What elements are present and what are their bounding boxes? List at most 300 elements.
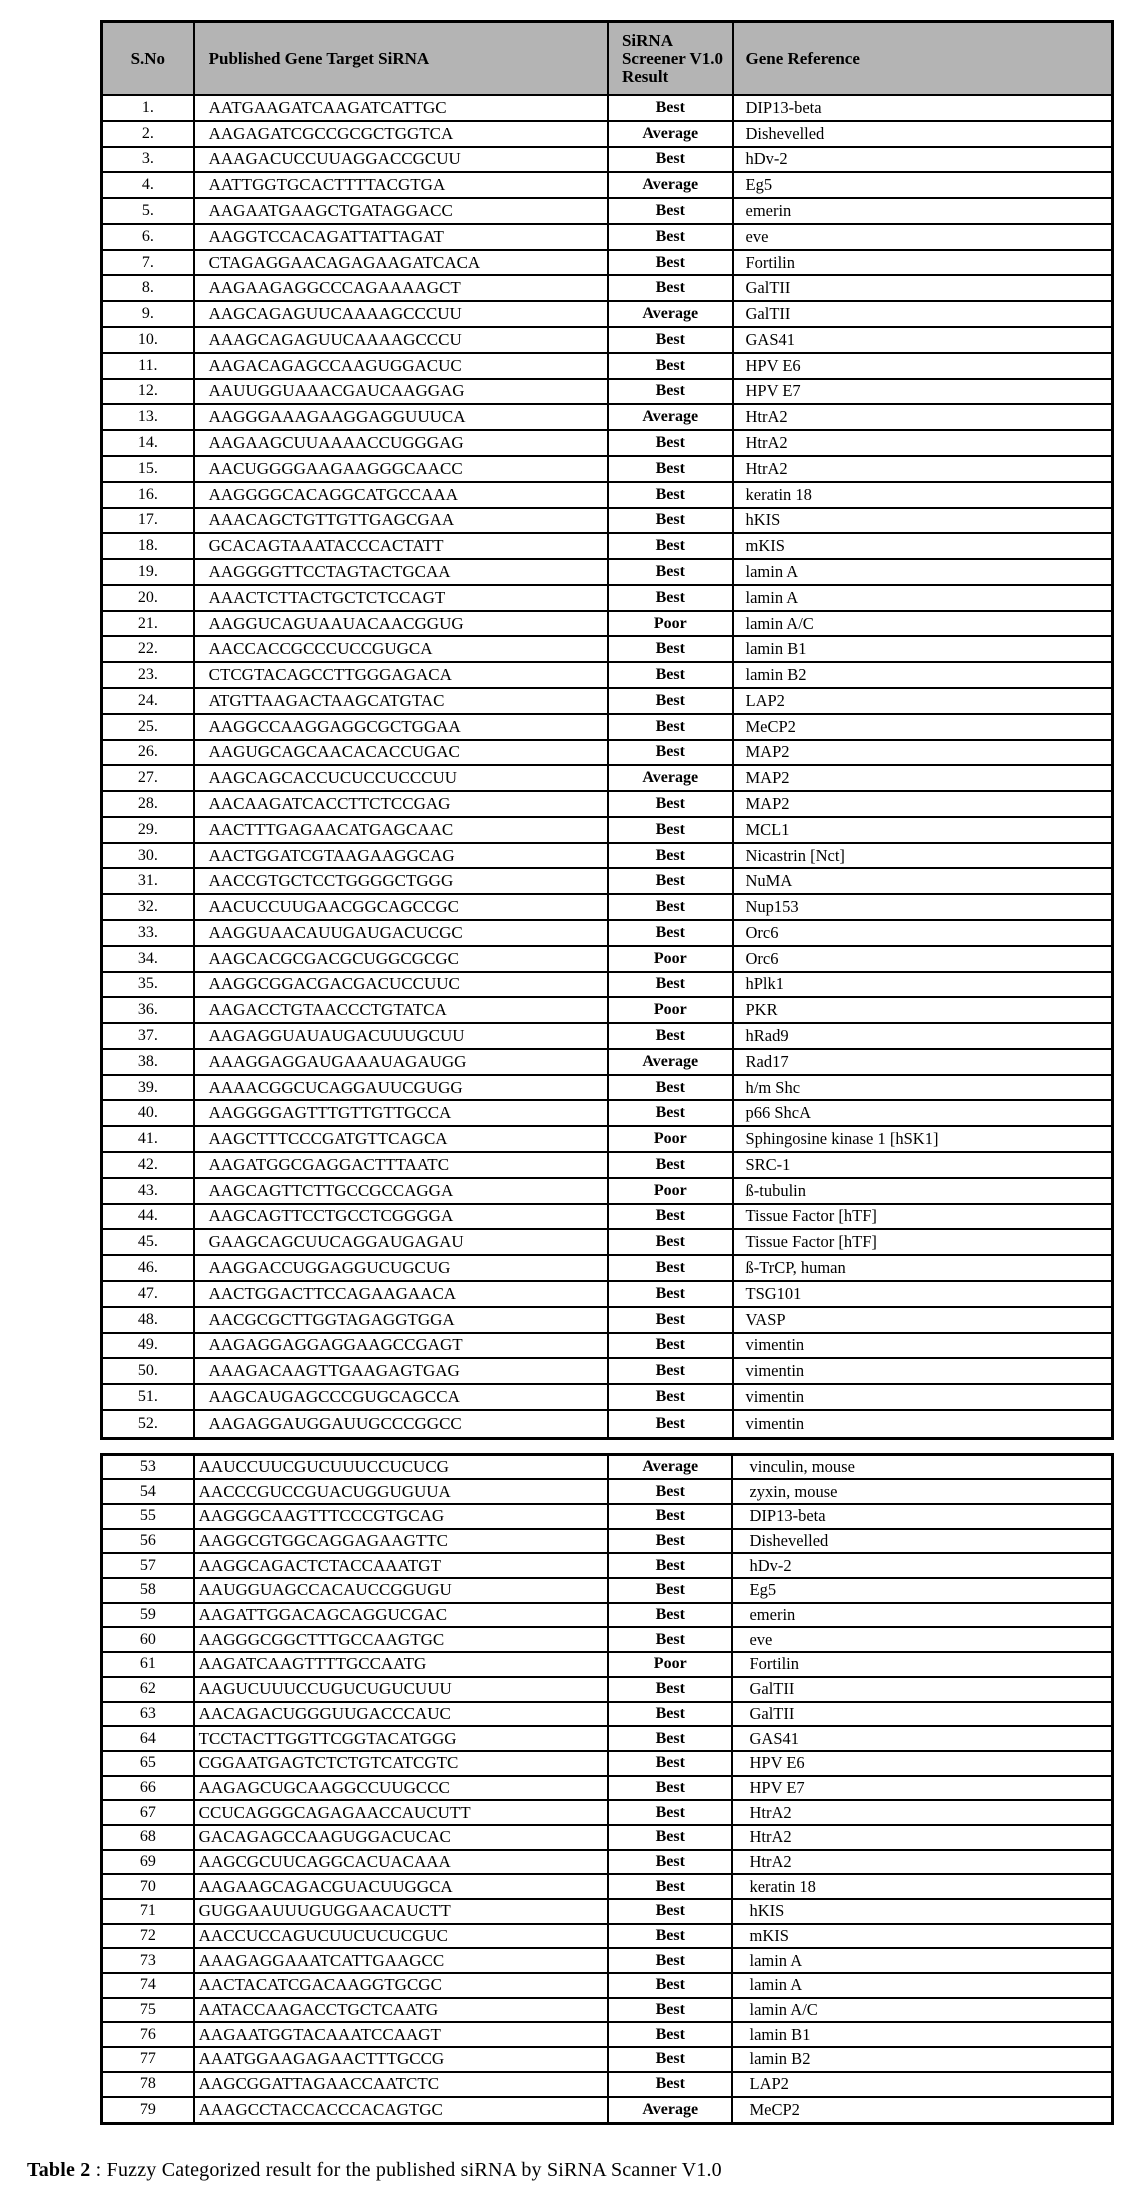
- screener-result: Best: [609, 1628, 734, 1651]
- table-row: [103, 689, 1111, 715]
- row-number: 72: [103, 1925, 195, 1948]
- sirna-sequence: AAGCGCUUCAGGCACUACAAA: [195, 1851, 609, 1874]
- table-row: [103, 1334, 1111, 1360]
- gene-reference: Rad17: [745, 1051, 789, 1071]
- table-row: [103, 998, 1111, 1024]
- table-row: [103, 1579, 1111, 1604]
- sirna-sequence: AATACCAAGACCTGCTCAATG: [195, 1999, 609, 2022]
- sirna-sequence: AAGAAGCAGACGUACUUGGCA: [195, 1875, 609, 1898]
- screener-result: Best: [609, 1900, 734, 1923]
- table-row: [103, 534, 1111, 560]
- sirna-sequence: GCACAGTAAATACCCACTATT: [195, 534, 609, 558]
- gene-reference: eve: [745, 226, 769, 246]
- row-number: 76: [103, 2023, 195, 2046]
- page: [27, 20, 1114, 2182]
- sirna-sequence: AAGGGGAGTTTGTTGTTGCCA: [195, 1101, 609, 1125]
- table-row: [103, 2023, 1111, 2048]
- table-caption-label: Table 2: [27, 2159, 91, 2182]
- sirna-sequence: AACUCCUUGAACGGCAGCCGC: [195, 895, 609, 919]
- screener-result: Best: [609, 1851, 734, 1874]
- gene-reference: lamin B2: [745, 665, 807, 685]
- screener-result: Best: [609, 637, 734, 661]
- row-number: 14.: [103, 431, 195, 455]
- sirna-sequence: AAGAAGCUUAAAACCUGGGAG: [195, 431, 609, 455]
- row-number: 43.: [103, 1179, 195, 1203]
- table-row: [103, 1153, 1111, 1179]
- gene-reference: lamin B1: [749, 2024, 811, 2044]
- row-number: 36.: [103, 998, 195, 1022]
- table-row: [103, 895, 1111, 921]
- table-row: [103, 173, 1111, 199]
- screener-result: Best: [609, 1579, 734, 1602]
- gene-reference: TSG101: [745, 1283, 802, 1303]
- row-number: 59: [103, 1604, 195, 1627]
- screener-result: Best: [609, 1875, 734, 1898]
- row-number: 8.: [103, 276, 195, 300]
- gene-reference: MAP2: [745, 793, 790, 813]
- table-row: [103, 1359, 1111, 1385]
- screener-result: Best: [609, 199, 734, 223]
- row-number: 56: [103, 1530, 195, 1553]
- table-row: [103, 1653, 1111, 1678]
- table-row: [103, 302, 1111, 328]
- table-row: [103, 792, 1111, 818]
- gene-reference: MAP2: [745, 742, 790, 762]
- table-row: [103, 663, 1111, 689]
- gene-reference: HPV E6: [745, 355, 801, 375]
- table-row: [103, 96, 1111, 122]
- table-caption: [27, 2159, 1114, 2182]
- row-number: 66: [103, 1777, 195, 1800]
- sirna-sequence: AAGACCTGTAACCCTGTATCA: [195, 998, 609, 1022]
- row-number: 53: [103, 1456, 195, 1479]
- row-number: 41.: [103, 1127, 195, 1151]
- sirna-sequence: AAGACAGAGCCAAGUGGACUC: [195, 354, 609, 378]
- screener-result: Best: [609, 1308, 734, 1332]
- gene-reference: DIP13-beta: [745, 97, 822, 117]
- gene-reference: HPV E7: [749, 1777, 805, 1797]
- gene-reference: VASP: [745, 1309, 786, 1329]
- table-row: [103, 612, 1111, 638]
- table-row: [103, 2098, 1111, 2123]
- gene-reference: GalTII: [745, 304, 791, 324]
- gene-reference: SRC-1: [745, 1154, 791, 1174]
- screener-result: Best: [609, 431, 734, 455]
- screener-result: Best: [609, 225, 734, 249]
- row-number: 54: [103, 1480, 195, 1503]
- row-number: 79: [103, 2098, 195, 2123]
- row-number: 12.: [103, 380, 195, 404]
- table-row: [103, 1949, 1111, 1974]
- row-number: 74: [103, 1974, 195, 1997]
- table-row: [103, 1801, 1111, 1826]
- gene-reference: eve: [749, 1629, 773, 1649]
- sirna-sequence: AAAACGGCUCAGGAUUCGUGG: [195, 1076, 609, 1100]
- sirna-sequence: GACAGAGCCAAGUGGACUCAC: [195, 1826, 609, 1849]
- sirna-sequence: AAAGACUCCUUAGGACCGCUU: [195, 148, 609, 172]
- screener-result: Best: [609, 792, 734, 816]
- gene-reference: Nup153: [745, 897, 799, 917]
- row-number: 73: [103, 1949, 195, 1972]
- screener-result: Best: [609, 1530, 734, 1553]
- row-number: 17.: [103, 509, 195, 533]
- table-row: [103, 1875, 1111, 1900]
- screener-result: Best: [609, 509, 734, 533]
- screener-result: Best: [609, 2073, 734, 2096]
- row-number: 19.: [103, 560, 195, 584]
- table-row: [103, 741, 1111, 767]
- gene-reference: hPlk1: [745, 974, 785, 994]
- table-row: [103, 354, 1111, 380]
- gene-reference: HtrA2: [745, 458, 788, 478]
- sirna-sequence: AAGCAGAGUUCAAAAGCCCUU: [195, 302, 609, 326]
- row-number: 22.: [103, 637, 195, 661]
- gene-reference: keratin 18: [745, 484, 812, 504]
- screener-result: Best: [609, 1076, 734, 1100]
- screener-result: Poor: [609, 1179, 734, 1203]
- row-number: 20.: [103, 586, 195, 610]
- row-number: 13.: [103, 405, 195, 429]
- table-row: [103, 1974, 1111, 1999]
- gene-reference: p66 ShcA: [745, 1103, 812, 1123]
- sirna-sequence: AAGAGGAGGAGGAAGCCGAGT: [195, 1334, 609, 1358]
- gene-reference: PKR: [745, 1000, 778, 1020]
- gene-reference: lamin B2: [749, 2049, 811, 2069]
- sirna-sequence: AAGGCCAAGGAGGCGCTGGAA: [195, 715, 609, 739]
- row-number: 26.: [103, 741, 195, 765]
- screener-result: Best: [609, 2023, 734, 2046]
- row-number: 34.: [103, 947, 195, 971]
- sirna-sequence: CTCGTACAGCCTTGGGAGACA: [195, 663, 609, 687]
- gene-reference: hKIS: [749, 1901, 785, 1921]
- gene-reference: lamin A: [745, 561, 799, 581]
- gene-reference: HtrA2: [749, 1827, 792, 1847]
- row-number: 31.: [103, 869, 195, 893]
- published-sirna-table-2: [100, 1453, 1114, 2126]
- gene-reference: hDv-2: [749, 1555, 792, 1575]
- screener-result: Best: [609, 380, 734, 404]
- gene-reference: Eg5: [745, 175, 773, 195]
- table-row: [103, 844, 1111, 870]
- sirna-sequence: AACCACCGCCCUCCGUGCA: [195, 637, 609, 661]
- screener-result: Best: [609, 483, 734, 507]
- sirna-sequence: AAGAAGAGGCCCAGAAAAGCT: [195, 276, 609, 300]
- screener-result: Average: [609, 173, 734, 197]
- table-row: [103, 1752, 1111, 1777]
- row-number: 50.: [103, 1359, 195, 1383]
- gene-reference: Fortilin: [749, 1654, 799, 1674]
- table-row: [103, 1999, 1111, 2024]
- sirna-sequence: GAAGCAGCUUCAGGAUGAGAU: [195, 1230, 609, 1254]
- screener-result: Best: [609, 328, 734, 352]
- screener-result: Best: [609, 251, 734, 275]
- sirna-sequence: AAGGUCAGUAAUACAACGGUG: [195, 612, 609, 636]
- screener-result: Best: [609, 895, 734, 919]
- screener-result: Average: [609, 122, 734, 146]
- row-number: 7.: [103, 251, 195, 275]
- table-row: [103, 1076, 1111, 1102]
- gene-reference: vimentin: [745, 1361, 805, 1381]
- screener-result: Best: [609, 1949, 734, 1972]
- screener-result: Best: [609, 534, 734, 558]
- screener-result: Best: [609, 1604, 734, 1627]
- table-row: [103, 1050, 1111, 1076]
- table-row: [103, 483, 1111, 509]
- gene-reference: HtrA2: [745, 433, 788, 453]
- gene-reference: Eg5: [749, 1580, 777, 1600]
- gene-reference: GalTII: [745, 278, 791, 298]
- sirna-sequence: AAGGGGTTCCTAGTACTGCAA: [195, 560, 609, 584]
- row-number: 27.: [103, 766, 195, 790]
- row-number: 9.: [103, 302, 195, 326]
- screener-result: Best: [609, 844, 734, 868]
- published-sirna-table-1: [100, 20, 1114, 1440]
- table-row: [103, 586, 1111, 612]
- table-row: [103, 818, 1111, 844]
- screener-result: Best: [609, 663, 734, 687]
- screener-result: Best: [609, 1359, 734, 1383]
- sirna-sequence: AATGAAGATCAAGATCATTGC: [195, 96, 609, 120]
- row-number: 25.: [103, 715, 195, 739]
- gene-reference: HtrA2: [749, 1802, 792, 1822]
- sirna-sequence: AAGGACCUGGAGGUCUGCUG: [195, 1256, 609, 1280]
- screener-result: Average: [609, 2098, 734, 2123]
- table-header-row: [103, 23, 1111, 96]
- row-number: 68: [103, 1826, 195, 1849]
- table-row: [103, 1282, 1111, 1308]
- table-2-body: [103, 1456, 1111, 2123]
- screener-result: Best: [609, 586, 734, 610]
- row-number: 69: [103, 1851, 195, 1874]
- screener-result: Best: [609, 973, 734, 997]
- sirna-sequence: AAGGTCCACAGATTATTAGAT: [195, 225, 609, 249]
- gene-reference: ß-TrCP, human: [745, 1258, 846, 1278]
- screener-result: Best: [609, 1230, 734, 1254]
- table-row: [103, 947, 1111, 973]
- gene-reference: vinculin, mouse: [749, 1456, 855, 1476]
- sirna-sequence: CCUCAGGGCAGAGAACCAUCUTT: [195, 1801, 609, 1824]
- screener-result: Best: [609, 1925, 734, 1948]
- gene-reference: Fortilin: [745, 252, 796, 272]
- table-row: [103, 1179, 1111, 1205]
- screener-result: Best: [609, 1205, 734, 1229]
- sirna-sequence: AAAGCCTACCACCCACAGTGC: [195, 2098, 609, 2123]
- screener-result: Average: [609, 766, 734, 790]
- table-row: [103, 973, 1111, 999]
- row-number: 67: [103, 1801, 195, 1824]
- row-number: 15.: [103, 457, 195, 481]
- table-row: [103, 1230, 1111, 1256]
- gene-reference: Nicastrin [Nct]: [745, 845, 845, 865]
- table-row: [103, 1703, 1111, 1728]
- row-number: 3.: [103, 148, 195, 172]
- screener-result: Best: [609, 1334, 734, 1358]
- sirna-sequence: AACCCGUCCGUACUGGUGUUA: [195, 1480, 609, 1503]
- gene-reference: LAP2: [745, 690, 785, 710]
- sirna-sequence: AACAGACUGGGUUGACCCAUC: [195, 1703, 609, 1726]
- sirna-sequence: CGGAATGAGTCTCTGTCATCGTC: [195, 1752, 609, 1775]
- screener-result: Poor: [609, 1653, 734, 1676]
- screener-result: Best: [609, 1101, 734, 1125]
- table-row: [103, 1530, 1111, 1555]
- gene-reference: GalTII: [749, 1679, 795, 1699]
- gene-reference: NuMA: [745, 871, 793, 891]
- table-row: [103, 199, 1111, 225]
- row-number: 23.: [103, 663, 195, 687]
- sirna-sequence: AAACTCTTACTGCTCTCCAGT: [195, 586, 609, 610]
- screener-result: Best: [609, 457, 734, 481]
- gene-reference: mKIS: [745, 536, 785, 556]
- table-row: [103, 1925, 1111, 1950]
- screener-result: Best: [609, 1826, 734, 1849]
- sirna-sequence: AAGGGCAAGTTTCCCGTGCAG: [195, 1505, 609, 1528]
- table-row: [103, 1385, 1111, 1411]
- gene-reference: DIP13-beta: [749, 1506, 826, 1526]
- gene-reference: mKIS: [749, 1926, 789, 1946]
- table-row: [103, 1604, 1111, 1629]
- gene-reference: hKIS: [745, 510, 781, 530]
- row-number: 55: [103, 1505, 195, 1528]
- sirna-sequence: AAAGCAGAGUUCAAAAGCCCU: [195, 328, 609, 352]
- row-number: 33.: [103, 921, 195, 945]
- sirna-sequence: AAGUGCAGCAACACACCUGAC: [195, 741, 609, 765]
- table-row: [103, 405, 1111, 431]
- row-number: 40.: [103, 1101, 195, 1125]
- screener-result: Poor: [609, 1127, 734, 1151]
- screener-result: Best: [609, 1505, 734, 1528]
- table-row: [103, 328, 1111, 354]
- screener-result: Best: [609, 1024, 734, 1048]
- sirna-sequence: AAGAATGGTACAAATCCAAGT: [195, 2023, 609, 2046]
- gene-reference: h/m Shc: [745, 1077, 801, 1097]
- screener-result: Best: [609, 560, 734, 584]
- screener-result: Best: [609, 1974, 734, 1997]
- screener-result: Best: [609, 1999, 734, 2022]
- gene-reference: hDv-2: [745, 149, 788, 169]
- column-header-screener-result: SiRNA Screener V1.0 Result: [609, 23, 734, 94]
- row-number: 32.: [103, 895, 195, 919]
- table-caption-text: : Fuzzy Categorized result for the published siRNA by SiRNA Scanner V1.0: [90, 2159, 722, 2182]
- sirna-sequence: AACAAGATCACCTTCTCCGAG: [195, 792, 609, 816]
- screener-result: Best: [609, 818, 734, 842]
- sirna-sequence: AAUUGGUAAACGAUCAAGGAG: [195, 380, 609, 404]
- screener-result: Best: [609, 1480, 734, 1503]
- row-number: 46.: [103, 1256, 195, 1280]
- screener-result: Best: [609, 1777, 734, 1800]
- row-number: 4.: [103, 173, 195, 197]
- screener-result: Best: [609, 148, 734, 172]
- screener-result: Poor: [609, 612, 734, 636]
- gene-reference: keratin 18: [749, 1876, 816, 1896]
- gene-reference: Orc6: [745, 948, 779, 968]
- screener-result: Best: [609, 1801, 734, 1824]
- sirna-sequence: AAGGGCGGCTTTGCCAAGTGC: [195, 1628, 609, 1651]
- screener-result: Best: [609, 276, 734, 300]
- sirna-sequence: AAAGGAGGAUGAAAUAGAUGG: [195, 1050, 609, 1074]
- sirna-sequence: AACTGGACTTCCAGAAGAACA: [195, 1282, 609, 1306]
- screener-result: Best: [609, 1153, 734, 1177]
- table-row: [103, 921, 1111, 947]
- row-number: 48.: [103, 1308, 195, 1332]
- sirna-sequence: AAGAGGUAUAUGACUUUGCUU: [195, 1024, 609, 1048]
- table-row: [103, 1851, 1111, 1876]
- row-number: 35.: [103, 973, 195, 997]
- table-row: [103, 2048, 1111, 2073]
- row-number: 5.: [103, 199, 195, 223]
- gene-reference: hRad9: [745, 1026, 789, 1046]
- row-number: 6.: [103, 225, 195, 249]
- screener-result: Best: [609, 1256, 734, 1280]
- column-header-sno: S.No: [103, 23, 195, 94]
- row-number: 61: [103, 1653, 195, 1676]
- screener-result: Best: [609, 1385, 734, 1409]
- sirna-sequence: TCCTACTTGGTTCGGTACATGGG: [195, 1727, 609, 1750]
- row-number: 39.: [103, 1076, 195, 1100]
- table-row: [103, 1826, 1111, 1851]
- row-number: 57: [103, 1554, 195, 1577]
- row-number: 45.: [103, 1230, 195, 1254]
- sirna-sequence: AAGCAGCACCUCUCCUCCCUU: [195, 766, 609, 790]
- table-row: [103, 1256, 1111, 1282]
- sirna-sequence: AAGCAGTTCTTGCCGCCAGGA: [195, 1179, 609, 1203]
- row-number: 49.: [103, 1334, 195, 1358]
- sirna-sequence: AAGGGGCACAGGCATGCCAAA: [195, 483, 609, 507]
- sirna-sequence: AAGAATGAAGCTGATAGGACC: [195, 199, 609, 223]
- table-row: [103, 1727, 1111, 1752]
- row-number: 30.: [103, 844, 195, 868]
- gene-reference: GAS41: [745, 329, 796, 349]
- gene-reference: HtrA2: [749, 1851, 792, 1871]
- gene-reference: Tissue Factor [hTF]: [745, 1232, 877, 1252]
- screener-result: Best: [609, 1411, 734, 1437]
- table-row: [103, 766, 1111, 792]
- row-number: 44.: [103, 1205, 195, 1229]
- sirna-sequence: AAGATGGCGAGGACTTTAATC: [195, 1153, 609, 1177]
- screener-result: Best: [609, 354, 734, 378]
- screener-result: Best: [609, 1703, 734, 1726]
- sirna-sequence: AACCUCCAGUCUUCUCUCGUC: [195, 1925, 609, 1948]
- table-row: [103, 1205, 1111, 1231]
- table-row: [103, 457, 1111, 483]
- row-number: 51.: [103, 1385, 195, 1409]
- sirna-sequence: AAGAGATCGCCGCGCTGGTCA: [195, 122, 609, 146]
- sirna-sequence: GUGGAAUUUGUGGAACAUCTT: [195, 1900, 609, 1923]
- sirna-sequence: AAGAGGAUGGAUUGCCCGGCC: [195, 1411, 609, 1437]
- sirna-sequence: AACGCGCTTGGTAGAGGTGGA: [195, 1308, 609, 1332]
- sirna-sequence: AAGATTGGACAGCAGGUCGAC: [195, 1604, 609, 1627]
- gene-reference: lamin B1: [745, 639, 807, 659]
- gene-reference: ß-tubulin: [745, 1180, 806, 1200]
- sirna-sequence: AAGCAGTTCCTGCCTCGGGGA: [195, 1205, 609, 1229]
- table-row: [103, 380, 1111, 406]
- gene-reference: Orc6: [745, 922, 779, 942]
- gene-reference: zyxin, mouse: [749, 1481, 838, 1501]
- sirna-sequence: AAGCAUGAGCCCGUGCAGCCA: [195, 1385, 609, 1409]
- table-row: [103, 251, 1111, 277]
- sirna-sequence: AACUGGGGAAGAAGGGCAACC: [195, 457, 609, 481]
- sirna-sequence: AAAGACAAGTTGAAGAGTGAG: [195, 1359, 609, 1383]
- table-row: [103, 122, 1111, 148]
- sirna-sequence: AAGGCAGACTCTACCAAATGT: [195, 1554, 609, 1577]
- column-header-gene-reference: Gene Reference: [745, 48, 860, 68]
- table-row: [103, 1628, 1111, 1653]
- table-row: [103, 637, 1111, 663]
- gene-reference: MeCP2: [745, 716, 796, 736]
- sirna-sequence: AAGATCAAGTTTTGCCAATG: [195, 1653, 609, 1676]
- sirna-sequence: AAACAGCTGTTGTTGAGCGAA: [195, 509, 609, 533]
- gene-reference: GAS41: [749, 1728, 799, 1748]
- row-number: 1.: [103, 96, 195, 120]
